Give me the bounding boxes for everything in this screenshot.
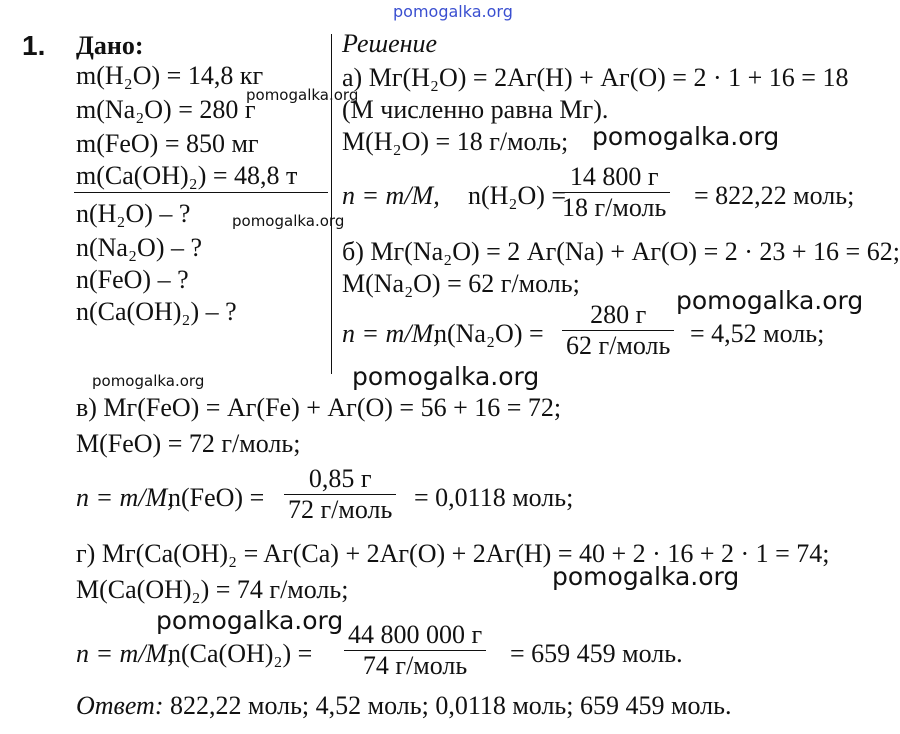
fraction-denominator: 18 г/моль xyxy=(562,193,667,222)
solution-title: Решение xyxy=(342,29,438,58)
formula-n-m-over-m: n = m/M, xyxy=(342,181,440,210)
n-label: n(FeO) = xyxy=(168,483,265,512)
fraction-denominator: 72 г/моль xyxy=(288,495,393,524)
fraction-na2o xyxy=(562,300,674,361)
answer-line xyxy=(76,690,731,722)
task-number: 1. xyxy=(22,30,46,61)
answer-label: Ответ: xyxy=(76,691,164,720)
fraction-feo xyxy=(284,464,396,525)
n-label: n(Na₂O) = xyxy=(434,319,544,348)
given-separator-line xyxy=(74,192,328,193)
result-value: = 822,22 моль; xyxy=(694,181,855,210)
result-value: = 0,0118 моль; xyxy=(414,483,574,512)
fraction-denominator: 62 г/моль xyxy=(566,331,671,360)
solution-line: (M численно равна Mг). xyxy=(342,95,609,124)
fraction-numerator: 280 г xyxy=(590,300,647,329)
find-item: n(Na₂O) – ? xyxy=(76,233,203,262)
fraction-caoh2 xyxy=(344,620,486,681)
given-item: m(Ca(OH)₂) = 48,8 т xyxy=(76,161,298,190)
n-label: n(Ca(OH)₂) = xyxy=(168,639,313,668)
fraction-numerator: 0,85 г xyxy=(308,464,372,493)
watermark-large: pomogalka.org xyxy=(676,286,864,315)
n-label: n(H₂O) = xyxy=(468,181,567,210)
solution-line: M(H₂O) = 18 г/моль; xyxy=(342,127,569,156)
given-item: m(H₂O) = 14,8 кг xyxy=(76,61,264,90)
fraction-denominator: 74 г/моль xyxy=(362,651,468,680)
answer-text: 822,22 моль; 4,52 моль; 0,0118 моль; 659 459 моль. xyxy=(169,691,732,720)
watermark-top: pomogalka.org xyxy=(393,2,513,21)
given-item: m(Na₂O) = 280 г xyxy=(76,95,256,124)
solution-line: б) Mг(Na₂O) = 2 Aг(Na) + Aг(O) = 2 · 23 + 16 = 62; xyxy=(342,237,900,266)
solution-line: M(Na₂O) = 62 г/моль; xyxy=(342,269,580,298)
result-value: = 659 459 моль. xyxy=(510,639,683,668)
formula-n-m-over-m: n = m/M, xyxy=(342,319,440,348)
column-divider-line xyxy=(331,34,332,374)
solution-line: M(FeO) = 72 г/моль; xyxy=(76,429,301,458)
watermark-small: pomogalka.org xyxy=(232,212,345,230)
fraction-numerator: 14 800 г xyxy=(569,162,659,191)
find-item: n(FeO) – ? xyxy=(76,265,189,294)
watermark-large: pomogalka.org xyxy=(352,362,540,391)
watermark-large: pomogalka.org xyxy=(156,606,344,635)
fraction-numerator: 44 800 000 г xyxy=(348,620,483,649)
solution-line: а) Mг(H₂O) = 2Aг(H) + Aг(O) = 2 · 1 + 16 = 18 xyxy=(342,63,849,92)
solution-line: г) Mг(Ca(OH)₂ = Aг(Ca) + 2Aг(O) + 2Aг(H) = 40 + 2 · 16 + 2 · 1 = 74; xyxy=(76,539,830,568)
solution-line: в) Mг(FeO) = Aг(Fe) + Aг(O) = 56 + 16 = 72; xyxy=(76,393,562,422)
solution-line: M(Ca(OH)₂) = 74 г/моль; xyxy=(76,575,349,604)
watermark-small: pomogalka.org xyxy=(246,86,359,104)
formula-n-m-over-m: n = m/M, xyxy=(76,639,174,668)
watermark-small: pomogalka.org xyxy=(92,372,205,390)
find-item: n(H₂O) – ? xyxy=(76,199,191,228)
formula-n-m-over-m: n = m/M, xyxy=(76,483,174,512)
given-item: m(FeO) = 850 мг xyxy=(76,129,259,158)
given-title: Дано: xyxy=(76,31,144,60)
result-value: = 4,52 моль; xyxy=(690,319,825,348)
find-item: n(Ca(OH)₂) – ? xyxy=(76,297,237,326)
watermark-large: pomogalka.org xyxy=(552,562,740,591)
fraction-h2o xyxy=(558,162,670,223)
watermark-large: pomogalka.org xyxy=(592,122,780,151)
